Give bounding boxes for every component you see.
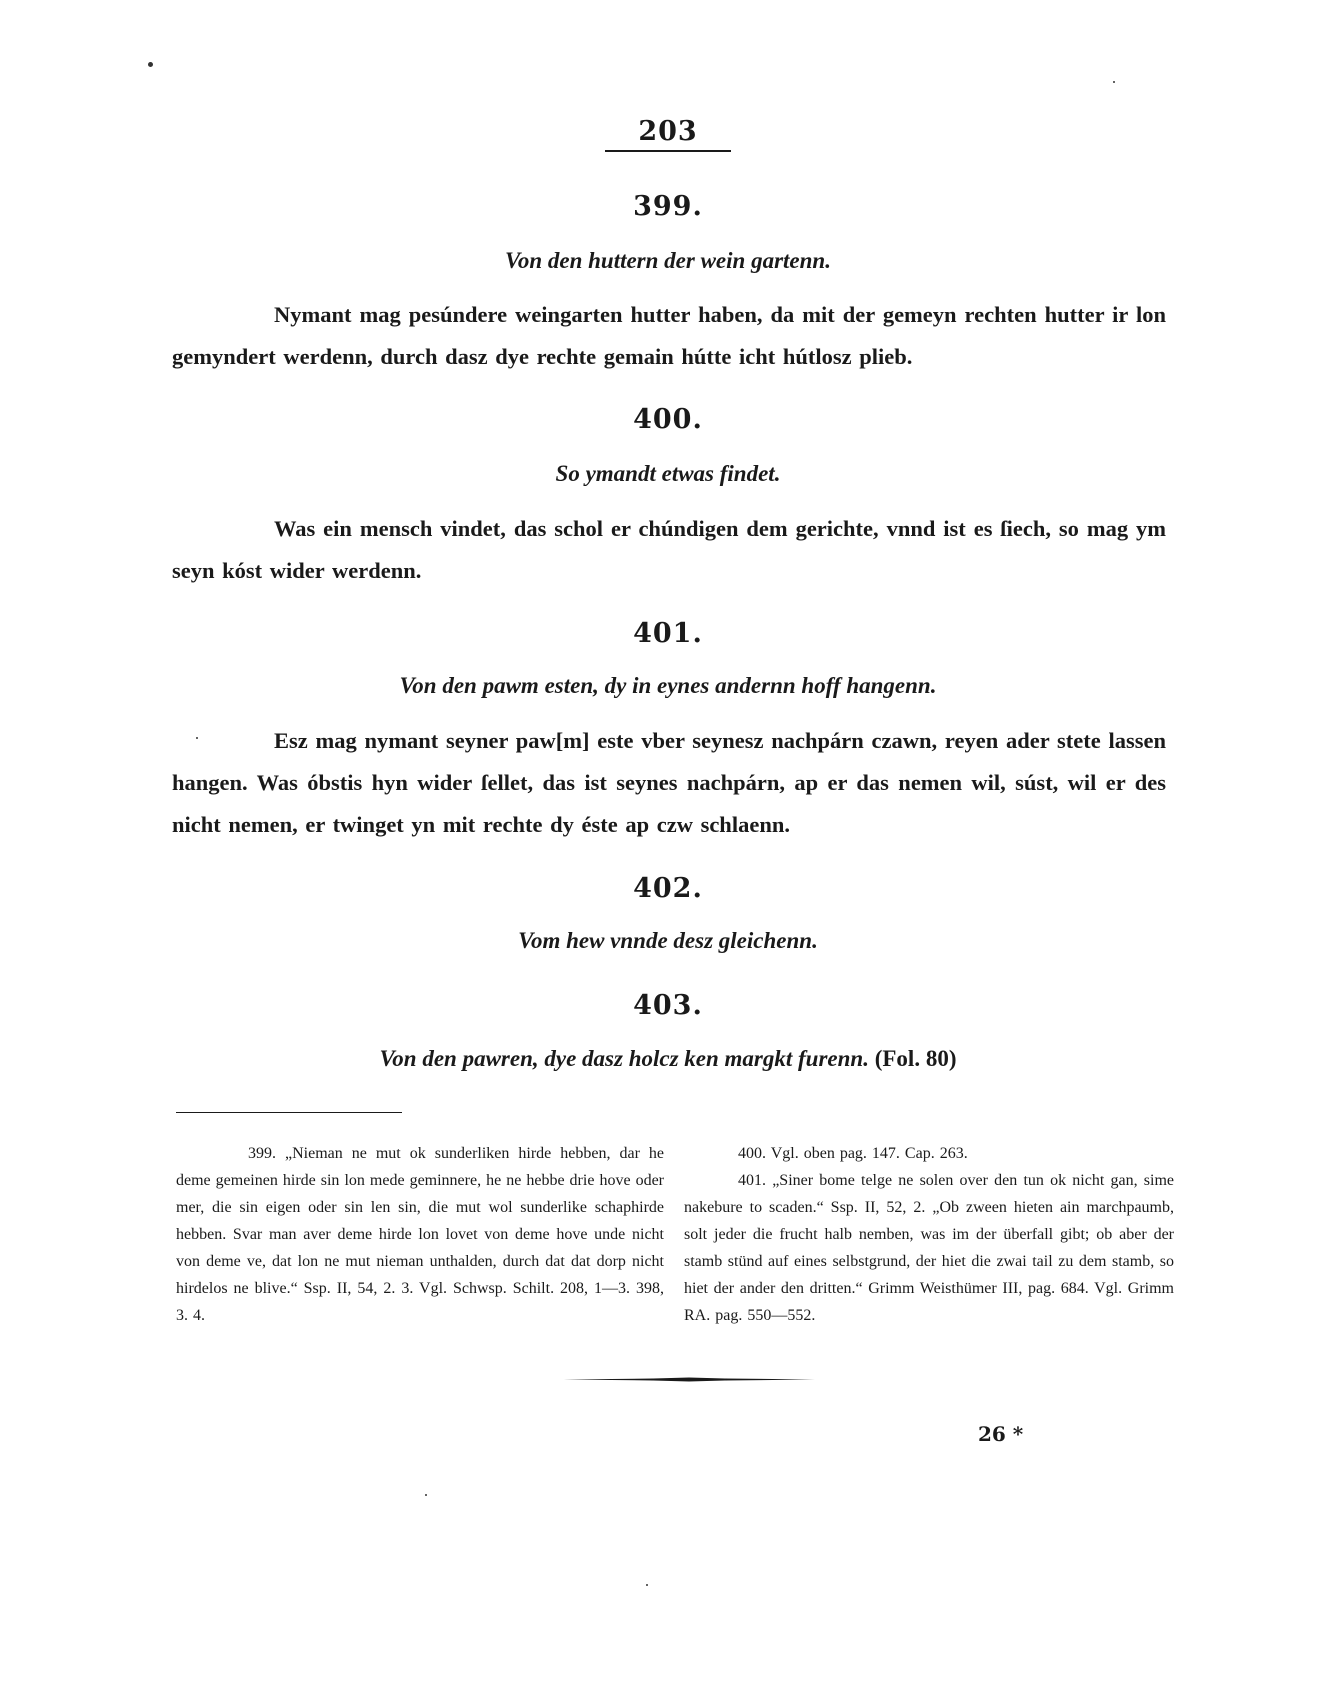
section-number-401: 401. xyxy=(633,618,703,649)
section-title-403 xyxy=(0,1046,1336,1072)
section-title-399: Von den huttern der wein gartenn. xyxy=(505,248,831,273)
section-number-399: 399. xyxy=(633,191,703,222)
section-title-402: Vom hew vnnde desz gleichenn. xyxy=(518,928,818,953)
section-text-400: Was ein mensch vindet, das schol er chúndigen dem gerichte, vnnd ist es ſiech, so mag ym seyn kóst wider werdenn. xyxy=(172,516,1166,583)
folio-reference: (Fol. 80) xyxy=(874,1046,957,1071)
speck-mark xyxy=(1113,81,1115,83)
end-ornament-rule xyxy=(563,1377,815,1382)
section-number-400: 400. xyxy=(633,404,703,435)
footnote-400-text: 400. Vgl. oben pag. 147. Cap. 263. xyxy=(738,1145,968,1162)
section-number-402: 402. xyxy=(633,873,703,904)
section-title-400: So ymandt etwas findet. xyxy=(555,461,781,486)
footnotes-right-column xyxy=(684,1140,1174,1329)
footnote-399-text: 399. „Nieman ne mut ok sunderliken hirde hebben, dar he deme gemeinen hirde sin lon mede geminnere, he ne hebbe drie hove oder mer, die sin eigen oder sin len sin, die mut wol sunderlike schaphirde hebben. Svar man aver deme hirde lon lovet von deme hove unde nicht von deme ve, dat lon ne mut nieman unthalden, durch dat dat dorp nicht hirdelos ne blive.“ Ssp. II, 54, 2. 3. Vgl. Schwsp. Schilt. 208, 1—3. 398, 3. 4. xyxy=(176,1145,664,1324)
section-text-399: Nymant mag pesúndere weingarten hutter haben, da mit der gemeyn rechten hutter ir lon gemyndert werdenn, durch dasz dye rechte gemain hútte icht hútlosz plieb. xyxy=(172,302,1166,369)
section-title-403-text: Von den pawren, dye dasz holcz ken margkt furenn. xyxy=(379,1046,869,1071)
page-number-rule xyxy=(605,150,731,152)
section-text-401: Esz mag nymant seyner paw[m] este vber seynesz nachpárn czawn, reyen ader stete lassen hangen. Was óbstis hyn wider ſellet, das ist seynes nachpárn, ap er das nemen wil, súst, wil er des nicht nemen, er twinget yn mit rechte dy éste ap czw schlaenn. xyxy=(172,728,1166,837)
footnote-399 xyxy=(176,1140,664,1329)
signature-mark: 26 * xyxy=(978,1422,1024,1446)
speck-mark xyxy=(148,62,153,67)
speck-mark xyxy=(646,1584,648,1586)
footnote-rule xyxy=(176,1112,402,1113)
footnote-401-text: 401. „Siner bome telge ne solen over den tun ok nicht gan, sime nakebure to scaden.“ Ssp. II, 52, 2. „Ob zween hieten ain marchpaumb, solt jeder die frucht halb nemben, was im der überfall gibt; ob aber der stamb stünd auf eines selbstgrund, der hiet die zwai tail zu dem stamb, so hiet der ander den dritten.“ Grimm Weisthümer III, pag. 684. Vgl. Grimm RA. pag. 550—552. xyxy=(684,1172,1174,1324)
section-number-403: 403. xyxy=(633,990,703,1021)
speck-mark xyxy=(425,1494,427,1496)
page-number: 203 xyxy=(638,116,698,147)
section-title-401: Von den pawm esten, dy in eynes andernn hoff hangenn. xyxy=(399,673,937,698)
